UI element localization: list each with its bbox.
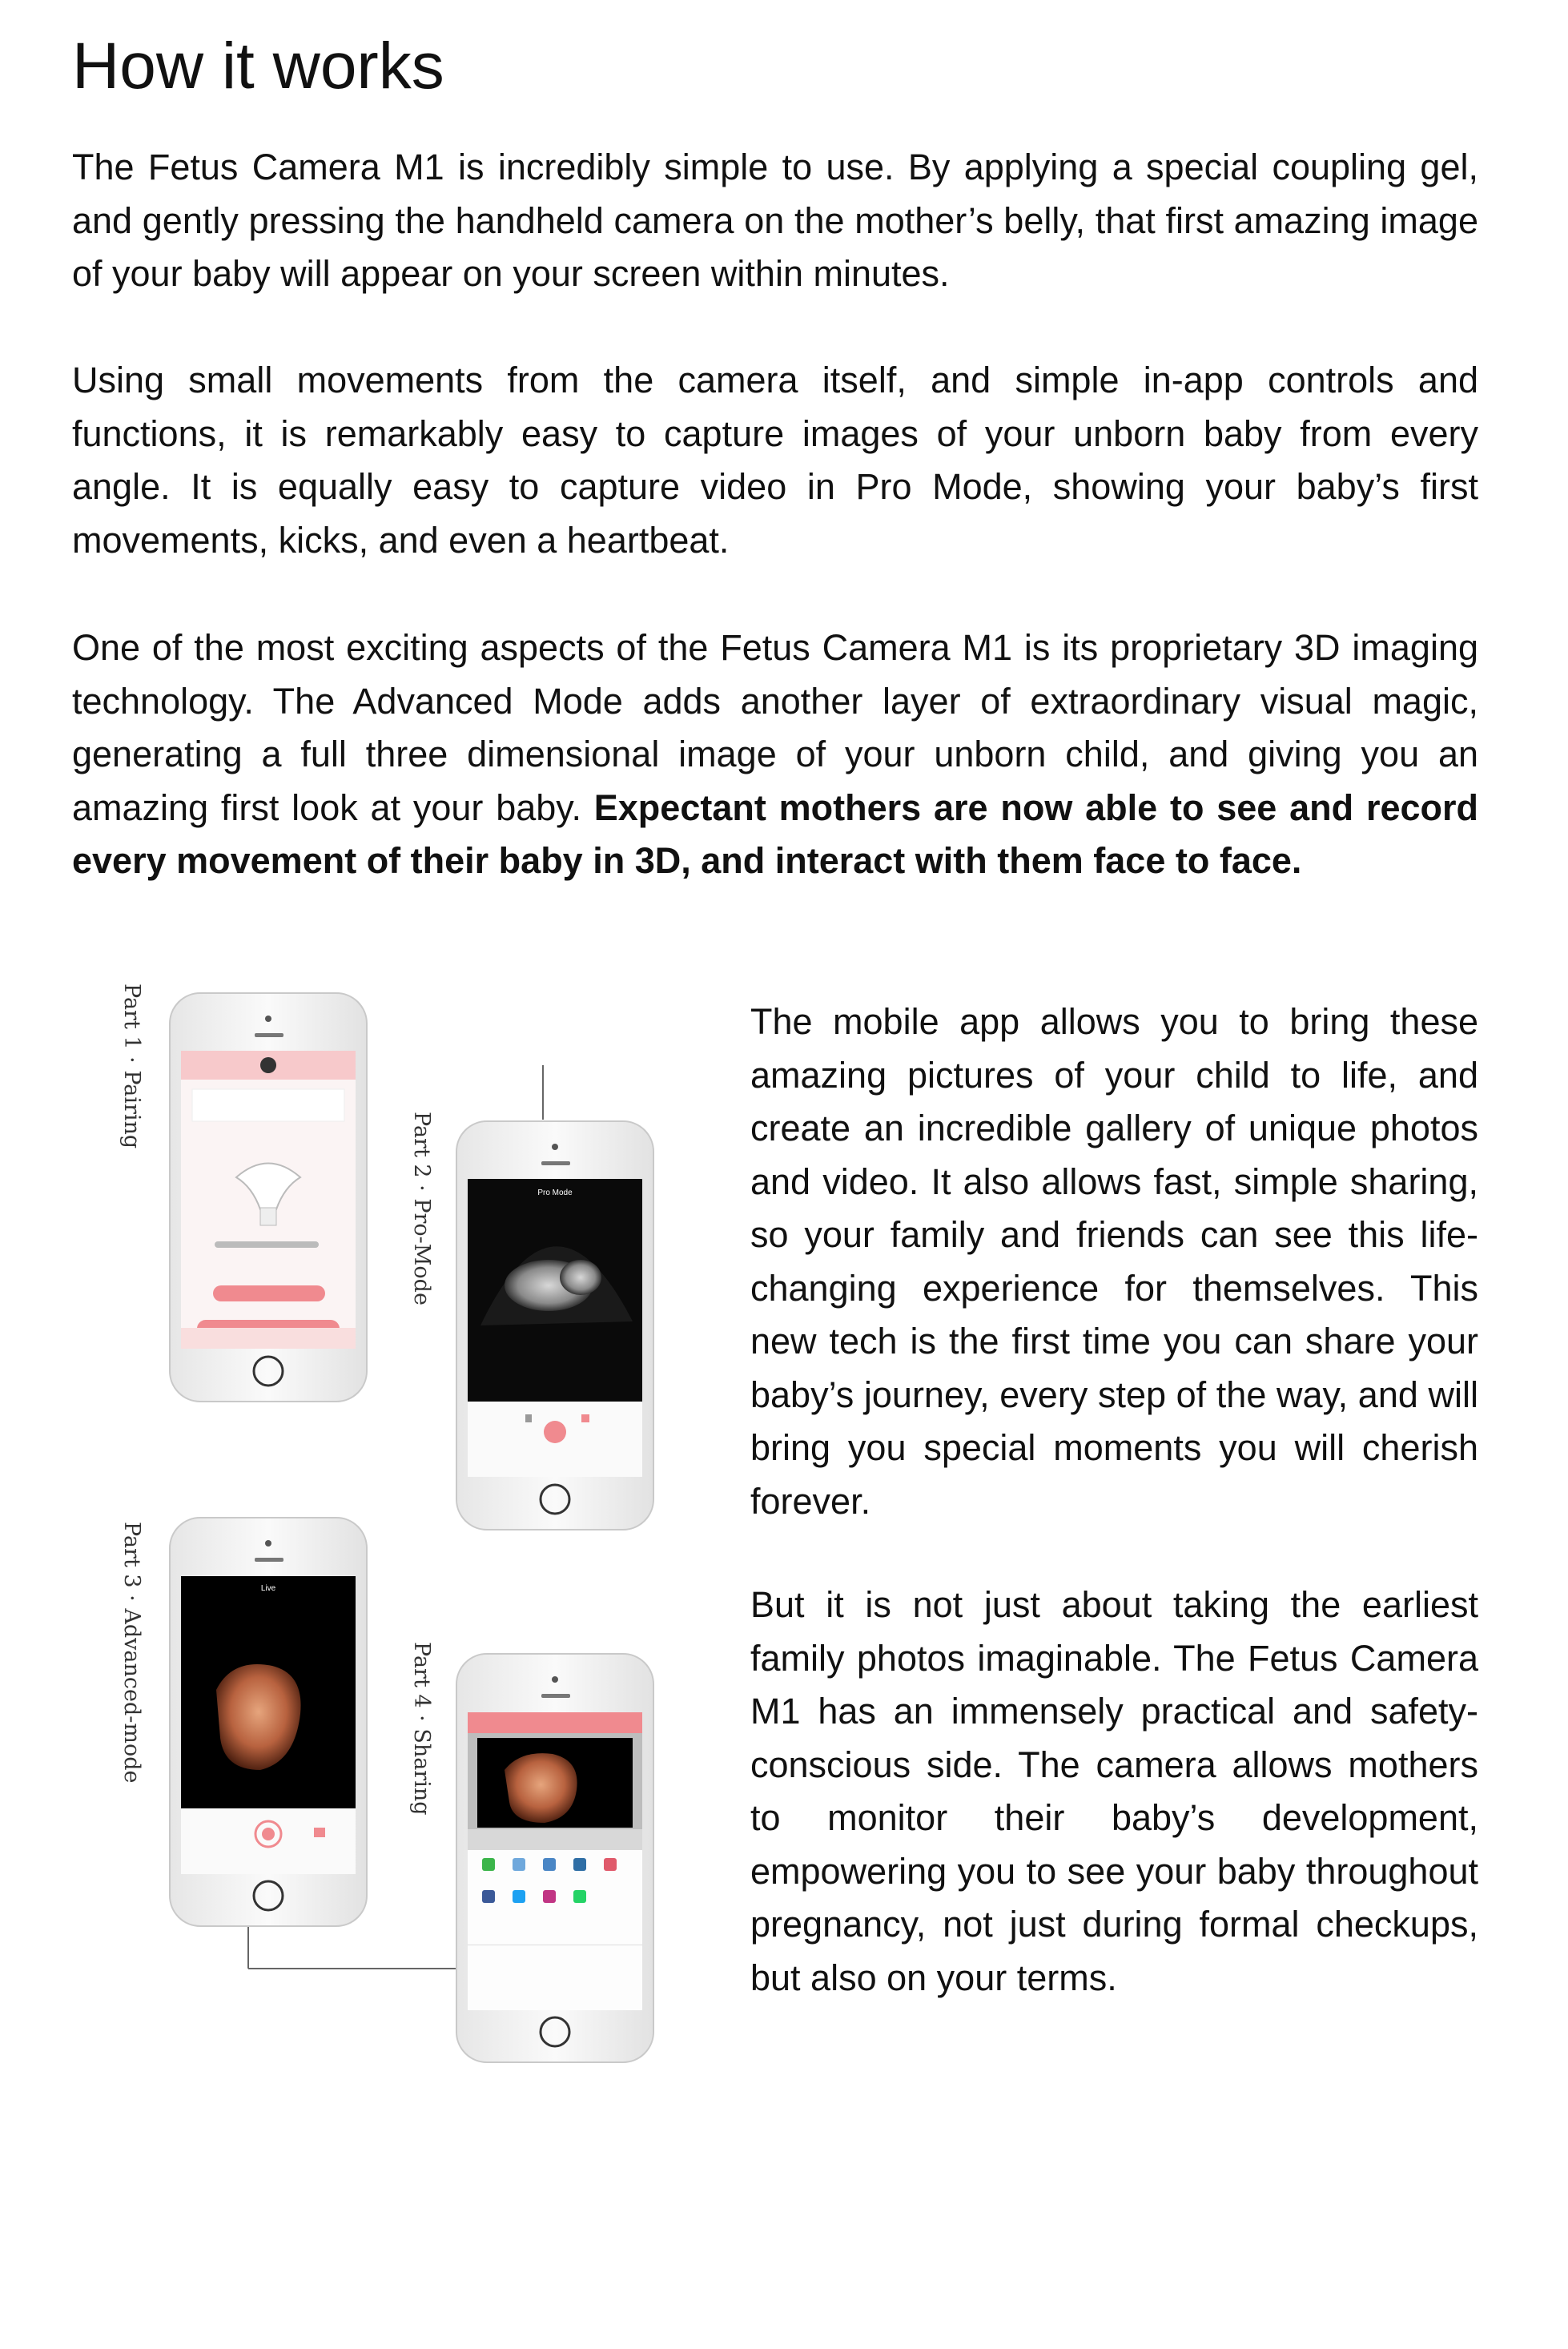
- phone-advanced-mode: [170, 1518, 367, 1926]
- phones-illustration: [112, 969, 673, 2074]
- paragraph-controls: Using small movements from the camera itself, and simple in-app controls and functions, it is remarkably easy to capture images of your unborn baby from every angle. It is equally easy to capture video in Pro Mode, showing your baby’s first movements, kicks, and even a heartbeat.: [72, 360, 1478, 561]
- phone-pairing: [170, 993, 367, 1402]
- paragraph-monitoring: But it is not just about taking the earliest family photos imaginable. The Fetus Camera M1 has an immensely practical and safety-conscious side. The camera allows mothers to monitor their baby’s development, empowering you to see your baby throughout pregnancy, not just during formal checkups, but also on your terms.: [750, 1584, 1478, 1998]
- paragraph-3d-bold-text: Expectant mothers are now able to see and record every movement of their baby in 3D, and interact with them face to face.: [72, 786, 1478, 881]
- phone-sharing: [456, 1654, 653, 2062]
- screen-title-live: Live: [260, 1584, 276, 1593]
- paragraph-mobile-app: The mobile app allows you to bring these amazing pictures of your child to life, and create an incredible gallery of unique photos and video. It also allows fast, simple sharing, so your family and friends can see this life-changing experience for themselves. This new tech is the first time you can share your baby’s journey, every step of the way, and will bring you special moments you will cherish forever.: [750, 1001, 1478, 1522]
- page-title: How it works: [72, 30, 444, 103]
- app-screens-figure: [112, 969, 673, 2074]
- part-label-pairing: Part 1 · Pairing: [119, 983, 144, 1149]
- screen-title-pro: Pro Mode: [537, 1189, 573, 1197]
- phone-pro-mode: [456, 1121, 653, 1530]
- part-label-advanced-mode: Part 3 · Advanced-mode: [119, 1522, 144, 1784]
- part-label-pro-mode: Part 2 · Pro-Mode: [409, 1112, 434, 1305]
- part-label-sharing: Part 4 · Sharing: [409, 1642, 434, 1816]
- paragraph-3d-normal-text: One of the most exciting aspects of the Fetus Camera M1 is its proprietary 3D imaging technology. The Advanced Mode adds another layer of extraordinary visual magic, generating a full three dimensional image of your unborn child, and giving you an amazing first look at your baby.: [72, 627, 1478, 828]
- paragraph-intro: The Fetus Camera M1 is incredibly simple to use. By applying a special coupling gel, and gently pressing the handheld camera on the mother’s belly, that first amazing image of your baby will appear on your screen within minutes.: [72, 147, 1478, 294]
- paragraph-3d-imaging: [72, 621, 1478, 888]
